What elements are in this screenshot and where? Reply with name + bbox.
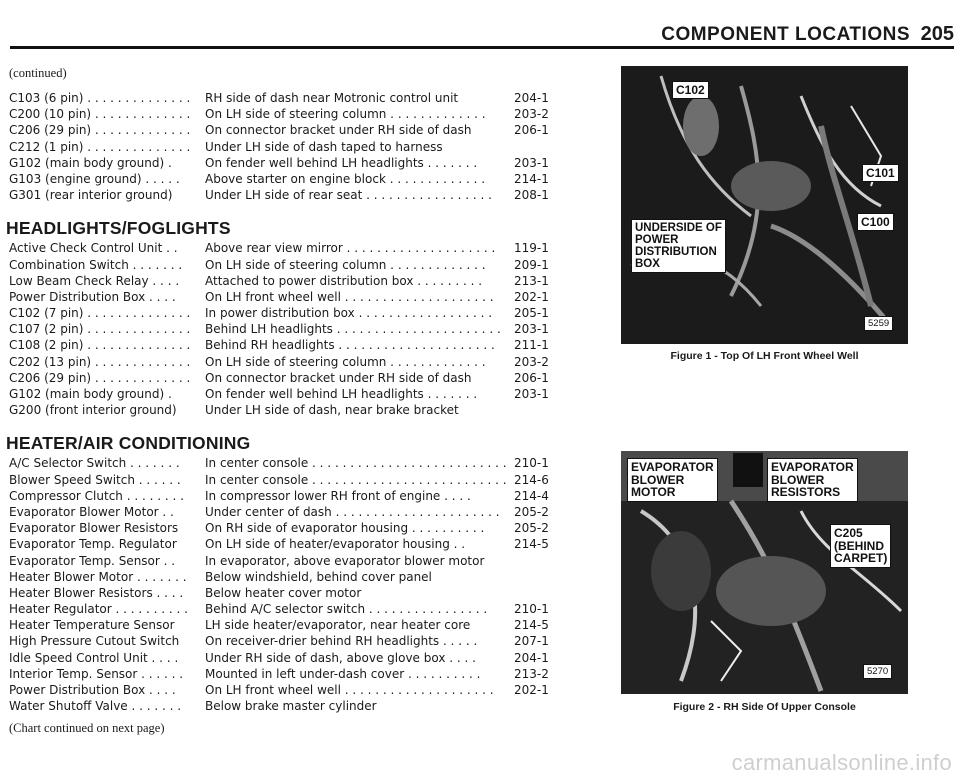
figure-reference: 203-1 bbox=[514, 387, 549, 401]
section-heading-heater: HEATER/AIR CONDITIONING bbox=[6, 433, 251, 454]
continued-label: (continued) bbox=[9, 66, 67, 80]
figure-reference: 214-5 bbox=[514, 618, 549, 633]
component-location: Behind RH headlights . . . . . . . . . . . . . . . . . . . . . bbox=[205, 338, 495, 353]
table-row bbox=[9, 338, 569, 354]
component-location: On LH front wheel well . . . . . . . . . . . . . . . . . . . . bbox=[205, 289, 494, 304]
component-name: A/C Selector Switch . . . . . . . bbox=[9, 456, 180, 471]
component-name: C212 (1 pin) . . . . . . . . . . . . . . bbox=[9, 139, 191, 154]
heater-list bbox=[9, 456, 569, 715]
figure-reference: 202-1 bbox=[514, 289, 549, 304]
figure-reference: 205-2 bbox=[514, 521, 549, 536]
component-location: LH side heater/evaporator, near heater core bbox=[205, 618, 471, 633]
table-row bbox=[9, 123, 569, 139]
component-location: In center console . . . . . . . . . . . . . . . . . . . . . . . . . . bbox=[205, 456, 507, 471]
component-location: On LH side of heater/evaporator housing . . bbox=[205, 537, 466, 552]
component-name: Evaporator Blower Resistors bbox=[9, 521, 179, 536]
table-row bbox=[9, 371, 569, 387]
page-title: COMPONENT LOCATIONS bbox=[661, 24, 910, 45]
label-c205: C205 (BEHIND CARPET) bbox=[830, 524, 891, 568]
component-location: Above rear view mirror . . . . . . . . . . . . . . . . . . . . bbox=[205, 241, 496, 256]
page-header bbox=[0, 0, 960, 50]
component-name: Power Distribution Box . . . . bbox=[9, 289, 176, 304]
component-location: Under RH side of dash, above glove box . . . . bbox=[205, 650, 476, 665]
component-location: On fender well behind LH headlights . . . . . . . bbox=[205, 155, 478, 170]
figure-reference: 203-2 bbox=[514, 354, 549, 369]
figure-reference: 205-1 bbox=[514, 306, 549, 321]
footer-note: (Chart continued on next page) bbox=[9, 721, 165, 736]
label-c101: C101 bbox=[862, 164, 899, 182]
section-heading-headlights: HEADLIGHTS/FOGLIGHTS bbox=[6, 218, 231, 239]
table-row bbox=[9, 403, 569, 419]
table-row bbox=[9, 274, 569, 290]
component-location: RH side of dash near Motronic control unit bbox=[205, 91, 459, 105]
component-location: On RH side of evaporator housing . . . . . . . . . . bbox=[205, 521, 485, 536]
component-location: Above starter on engine block . . . . . . . . . . . . . bbox=[205, 171, 486, 186]
table-row bbox=[9, 306, 569, 322]
component-name: G102 (main body ground) . bbox=[9, 155, 172, 170]
figure-reference: 202-1 bbox=[514, 683, 549, 697]
component-name: Combination Switch . . . . . . . bbox=[9, 257, 183, 272]
figure-1-illustration bbox=[621, 66, 908, 344]
figure-2-caption: Figure 2 - RH Side Of Upper Console bbox=[673, 701, 856, 713]
headlights-list bbox=[9, 241, 569, 419]
table-row bbox=[9, 172, 569, 188]
figure-reference: 209-1 bbox=[514, 257, 549, 272]
table-row bbox=[9, 258, 569, 274]
figure-1-caption: Figure 1 - Top Of LH Front Wheel Well bbox=[670, 350, 859, 362]
table-row bbox=[9, 667, 569, 683]
component-name: C206 (29 pin) . . . . . . . . . . . . . bbox=[9, 370, 191, 385]
component-name: Evaporator Temp. Regulator bbox=[9, 537, 177, 552]
component-name: Heater Blower Motor . . . . . . . bbox=[9, 569, 187, 584]
component-location: Below windshield, behind cover panel bbox=[205, 569, 432, 584]
figure-reference: 208-1 bbox=[514, 188, 549, 203]
figure-reference: 210-1 bbox=[514, 602, 549, 617]
component-location: Below heater cover motor bbox=[205, 585, 362, 600]
table-row bbox=[9, 387, 569, 403]
component-location: On LH front wheel well . . . . . . . . . . . . . . . . . . . . bbox=[205, 683, 494, 697]
component-name: C202 (13 pin) . . . . . . . . . . . . . bbox=[9, 354, 191, 369]
figure-reference: 214-5 bbox=[514, 537, 549, 552]
component-location: In power distribution box . . . . . . . . . . . . . . . . . . bbox=[205, 306, 493, 321]
figure-reference: 211-1 bbox=[514, 338, 549, 353]
figure-reference: 204-1 bbox=[514, 91, 549, 105]
component-location: In compressor lower RH front of engine . . . . bbox=[205, 488, 471, 503]
component-location: On LH side of steering column . . . . . . . . . . . . . bbox=[205, 257, 486, 272]
figure-2-number: 5270 bbox=[863, 664, 892, 679]
figure-reference: 213-2 bbox=[514, 666, 549, 681]
figure-reference: 214-6 bbox=[514, 472, 549, 487]
component-location: On LH side of steering column . . . . . . . . . . . . . bbox=[205, 354, 486, 369]
component-location: Attached to power distribution box . . . . . . . . . bbox=[205, 273, 483, 288]
component-name: G200 (front interior ground) bbox=[9, 403, 177, 418]
label-evaporator-blower-motor: EVAPORATOR BLOWER MOTOR bbox=[627, 458, 718, 502]
component-location: Below brake master cylinder bbox=[205, 699, 377, 714]
table-row bbox=[9, 586, 569, 602]
component-name: Evaporator Blower Motor . . bbox=[9, 504, 174, 519]
component-name: Idle Speed Control Unit . . . . bbox=[9, 650, 179, 665]
figure-reference: 203-2 bbox=[514, 107, 549, 122]
figure-reference: 204-1 bbox=[514, 650, 549, 665]
component-location: On LH side of steering column . . . . . . . . . . . . . bbox=[205, 107, 486, 122]
component-location: Mounted in left under-dash cover . . . . . . . . . . bbox=[205, 666, 481, 681]
component-location: On fender well behind LH headlights . . . . . . . bbox=[205, 387, 478, 401]
component-name: C102 (7 pin) . . . . . . . . . . . . . . bbox=[9, 306, 191, 321]
figure-1-photo bbox=[621, 66, 908, 344]
component-table bbox=[6, 66, 569, 736]
component-location: On receiver-drier behind RH headlights . . . . . bbox=[205, 634, 478, 649]
component-name: G301 (rear interior ground) bbox=[9, 188, 173, 203]
component-location: On connector bracket under RH side of dash bbox=[205, 123, 472, 138]
component-name: Blower Speed Switch . . . . . . bbox=[9, 472, 181, 487]
component-name: G103 (engine ground) . . . . . bbox=[9, 171, 180, 186]
component-name: Heater Regulator . . . . . . . . . . bbox=[9, 602, 188, 617]
figure-reference: 214-4 bbox=[514, 488, 549, 503]
label-c100: C100 bbox=[857, 213, 894, 231]
table-row bbox=[9, 570, 569, 586]
table-row bbox=[9, 241, 569, 257]
figure-reference: 205-2 bbox=[514, 504, 549, 519]
component-location: Behind A/C selector switch . . . . . . . . . . . . . . . . bbox=[205, 602, 488, 617]
table-row bbox=[9, 473, 569, 489]
component-name: Active Check Control Unit . . bbox=[9, 241, 178, 256]
component-name: Heater Blower Resistors . . . . bbox=[9, 585, 184, 600]
connector-list bbox=[9, 91, 569, 204]
figure-reference: 210-1 bbox=[514, 456, 549, 471]
figure-reference: 119-1 bbox=[514, 241, 549, 256]
component-name: Low Beam Check Relay . . . . bbox=[9, 273, 180, 288]
figure-reference: 206-1 bbox=[514, 123, 549, 138]
page-number: 205 bbox=[920, 23, 954, 45]
component-name: High Pressure Cutout Switch bbox=[9, 634, 180, 649]
component-name: Water Shutoff Valve . . . . . . . bbox=[9, 699, 182, 714]
table-row bbox=[9, 188, 569, 204]
table-row bbox=[9, 355, 569, 371]
table-row bbox=[9, 322, 569, 338]
table-row bbox=[9, 537, 569, 553]
component-name: C206 (29 pin) . . . . . . . . . . . . . bbox=[9, 123, 191, 138]
component-name: Compressor Clutch . . . . . . . . bbox=[9, 488, 184, 503]
component-name: C107 (2 pin) . . . . . . . . . . . . . . bbox=[9, 322, 191, 337]
component-name: G102 (main body ground) . bbox=[9, 387, 172, 401]
component-name: Evaporator Temp. Sensor . . bbox=[9, 553, 176, 568]
component-location: In center console . . . . . . . . . . . . . . . . . . . . . . . . . . bbox=[205, 472, 507, 487]
component-location: Under center of dash . . . . . . . . . . . . . . . . . . . . . . bbox=[205, 504, 500, 519]
figure-reference: 214-1 bbox=[514, 171, 549, 186]
label-evaporator-blower-resistors: EVAPORATOR BLOWER RESISTORS bbox=[767, 458, 858, 502]
table-row bbox=[9, 140, 569, 156]
component-location: In evaporator, above evaporator blower motor bbox=[205, 553, 485, 568]
table-row bbox=[9, 290, 569, 306]
table-row bbox=[9, 618, 569, 634]
component-location: Under LH side of rear seat . . . . . . . . . . . . . . . . . bbox=[205, 188, 492, 203]
figure-1-number: 5259 bbox=[864, 316, 893, 331]
figure-reference: 203-1 bbox=[514, 322, 549, 337]
component-name: C103 (6 pin) . . . . . . . . . . . . . . bbox=[9, 91, 191, 105]
table-row bbox=[9, 683, 569, 699]
table-row bbox=[9, 505, 569, 521]
table-row bbox=[9, 699, 569, 715]
table-row bbox=[9, 554, 569, 570]
table-row bbox=[9, 521, 569, 537]
figure-reference: 203-1 bbox=[514, 155, 549, 170]
table-row bbox=[9, 91, 569, 107]
component-name: C108 (2 pin) . . . . . . . . . . . . . . bbox=[9, 338, 191, 353]
watermark: carmanualsonline.info bbox=[731, 750, 952, 775]
label-underside-box: UNDERSIDE OF POWER DISTRIBUTION BOX bbox=[631, 219, 726, 273]
table-row bbox=[9, 489, 569, 505]
table-row bbox=[9, 107, 569, 123]
table-row bbox=[9, 456, 569, 472]
header-rule bbox=[10, 46, 954, 49]
figure-reference: 207-1 bbox=[514, 634, 549, 649]
label-c102: C102 bbox=[672, 81, 709, 99]
figure-reference: 206-1 bbox=[514, 370, 549, 385]
table-row bbox=[9, 156, 569, 172]
component-location: On connector bracket under RH side of dash bbox=[205, 370, 472, 385]
component-name: Heater Temperature Sensor bbox=[9, 618, 175, 633]
component-name: Power Distribution Box . . . . bbox=[9, 683, 176, 697]
figure-2-photo bbox=[621, 451, 908, 694]
table-row bbox=[9, 634, 569, 650]
component-location: Under LH side of dash taped to harness bbox=[205, 139, 443, 154]
figure-reference: 213-1 bbox=[514, 273, 549, 288]
component-location: Behind LH headlights . . . . . . . . . . . . . . . . . . . . . . bbox=[205, 322, 501, 337]
table-row bbox=[9, 651, 569, 667]
component-location: Under LH side of dash, near brake bracket bbox=[205, 403, 459, 418]
component-name: C200 (10 pin) . . . . . . . . . . . . . bbox=[9, 107, 191, 122]
component-name: Interior Temp. Sensor . . . . . . bbox=[9, 666, 184, 681]
table-row bbox=[9, 602, 569, 618]
